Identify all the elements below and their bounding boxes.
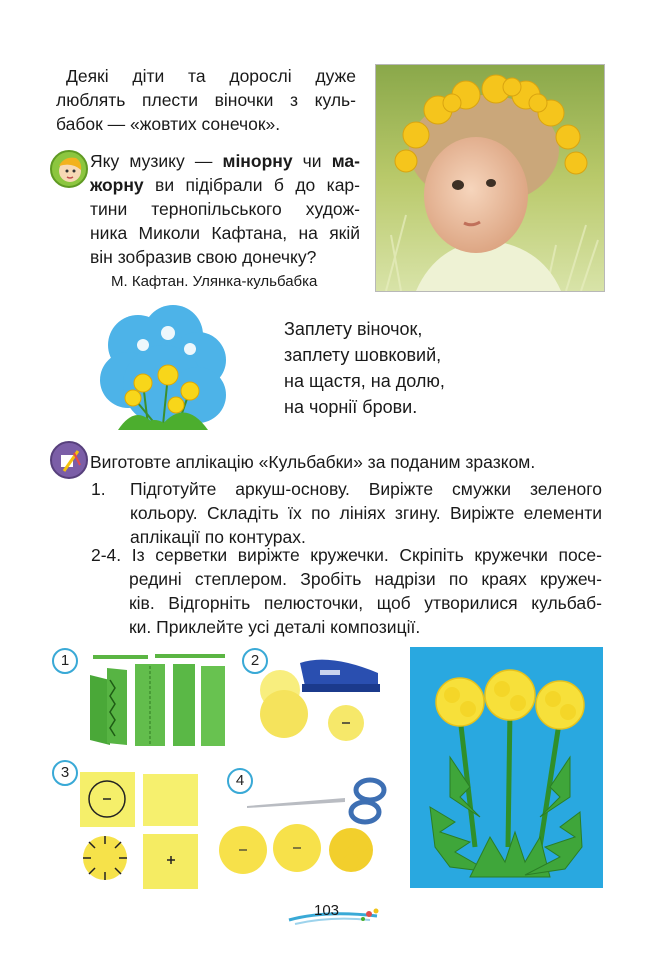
craft-icon [50, 441, 88, 479]
poem-line: на щастя, на долю, [284, 371, 445, 391]
painting-caption: М. Кафтан. Улянка-кульбабка [111, 273, 318, 290]
step-number-badge: 3 [52, 760, 78, 786]
intro-line: люблять плести віночки з куль- [56, 90, 356, 110]
task-title: Виготовте аплікацію «Кульбабки» за поданим зразком. [90, 452, 536, 472]
painting-image [376, 65, 604, 291]
step1-text: Підготуйте аркуш-основу. Виріжте смужки зеленого кольору. Складіть їх по лініях згину. Виріжте елементи аплікації по контурах. [130, 479, 602, 547]
page-number: 103 [314, 902, 340, 919]
portrait-painting [375, 64, 605, 292]
intro-paragraph [56, 64, 356, 136]
term-major: жорну [90, 175, 144, 195]
step4-photo [215, 768, 395, 893]
intro-line: Деякі діти та дорослі дуже [66, 66, 356, 86]
step-number-badge: 4 [227, 768, 253, 794]
step1-number: 1. [91, 479, 106, 499]
step2-number: 2-4. [91, 545, 122, 565]
poem-line: заплету шовковий, [284, 345, 442, 365]
finished-applique-photo [410, 647, 603, 888]
dandelion-cloud-picture [98, 305, 228, 430]
step-number-badge: 2 [242, 648, 268, 674]
step2-photo [250, 648, 390, 748]
term-minor: мінорну [222, 151, 293, 171]
question-icon [50, 150, 88, 188]
question-paragraph: Яку музику — мінорну чи ма- жорну ви підібрали б до кар- тини тернопільського худож- ника Миколи Кафтана, на якій він зобразив свою донечку? [90, 151, 360, 267]
step2-text: 2-4. Із серветки виріжте кружечки. Скріпіть кружечки посе- редині степлером. Зробіть надрізи по краях кружеч- ків. Відгорніть пелюсточки, щоб утворилися кульбаб- ки. Приклейте усі деталі композиції. [91, 545, 602, 637]
intro-line: бабок — «жовтих сонечок». [56, 114, 281, 134]
step3-photo [75, 762, 205, 892]
step-number-badge: 1 [52, 648, 78, 674]
poem-line: на чорнії брови. [284, 397, 418, 417]
poem-line: Заплету віночок, [284, 319, 423, 339]
step1-photo [85, 650, 230, 750]
poem [284, 316, 445, 420]
